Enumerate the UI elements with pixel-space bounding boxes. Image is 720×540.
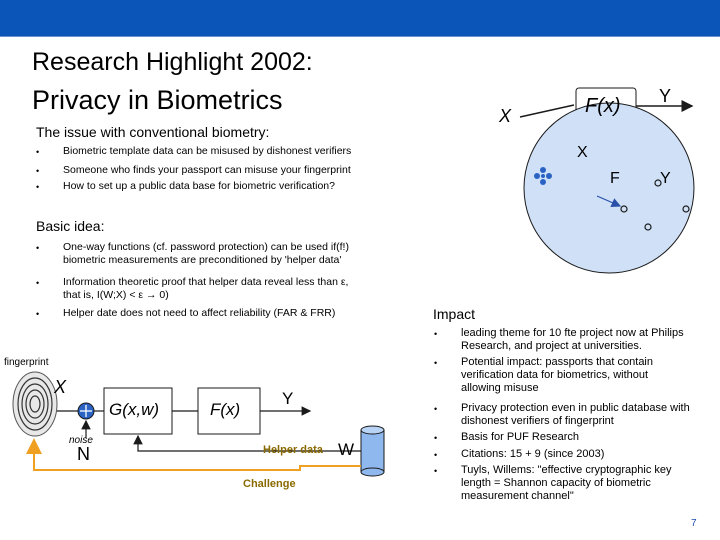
w-label: W <box>338 440 355 459</box>
bullet-marker: • <box>434 450 438 460</box>
y-output-label: Y <box>282 389 294 408</box>
issue-bullet-3: How to set up a public data base for biometric verification? <box>63 180 335 192</box>
impact-heading: Impact <box>433 306 476 322</box>
impact-bullet-2-line2: verification data for biometrics, without <box>461 369 649 381</box>
y-label: Y <box>659 86 672 106</box>
impact-bullet-1-line2: Research, and project at universities. <box>461 340 642 352</box>
gxw-label: G(x,w) <box>109 400 160 419</box>
impact-bullet-2-line3: allowing misuse <box>461 382 539 394</box>
bullet-marker: • <box>434 329 438 339</box>
x-input-label: X <box>54 377 67 397</box>
bullet-marker: • <box>36 166 40 176</box>
bullet-marker: • <box>434 466 438 476</box>
bullet-marker: • <box>434 433 438 443</box>
impact-bullet-3-line2: dishonest verifiers of fingerprint <box>461 415 614 427</box>
slide-title-line1: Research Highlight 2002: <box>32 48 313 76</box>
helper-data-arrow <box>138 436 361 451</box>
n-label: N <box>77 444 90 464</box>
impact-bullet-6-line1: Tuyls, Willems: "effective cryptographic key <box>461 464 672 476</box>
adder-icon <box>78 403 94 419</box>
impact-bullet-2-line1: Potential impact: passports that contain <box>461 356 653 368</box>
basic-bullet-1-line1: One-way functions (cf. password protection) can be used if(f!) <box>63 241 349 253</box>
y-small-label: Y <box>660 170 671 187</box>
f-small-label: F <box>610 170 620 187</box>
mapping-circle <box>524 103 694 273</box>
page-number: 7 <box>691 518 697 529</box>
bullet-marker: • <box>434 404 438 414</box>
issue-bullet-1: Biometric template data can be misused by dishonest verifiers <box>63 145 352 157</box>
impact-bullet-6-line3: measurement channel" <box>461 490 574 502</box>
basic-idea-heading: Basic idea: <box>36 218 105 234</box>
bullet-marker: • <box>36 182 40 192</box>
impact-bullet-5: Citations: 15 + 9 (since 2003) <box>461 448 605 460</box>
bullet-marker: • <box>36 278 40 288</box>
basic-bullet-1-line2: biometric measurements are preconditioned by 'helper data' <box>63 254 342 266</box>
challenge-label: Challenge <box>243 478 296 490</box>
bullet-marker: • <box>36 309 40 319</box>
basic-bullet-2-line2: that is, I(W;X) < ε → 0) <box>63 289 169 301</box>
helper-data-label: Helper data <box>263 444 323 456</box>
issue-bullet-2: Someone who finds your passport can misuse your fingerprint <box>63 164 351 176</box>
database-icon <box>361 426 384 476</box>
x-label: X <box>499 106 512 126</box>
basic-bullet-2-line1: Information theoretic proof that helper data reveal less than ε, <box>63 276 349 288</box>
slide-title-line2: Privacy in Biometrics <box>32 85 283 115</box>
fingerprint-label: fingerprint <box>4 357 49 368</box>
fingerprint-icon <box>13 372 57 436</box>
fx-bottom-label: F(x) <box>210 400 241 419</box>
basic-bullet-3: Helper date does not need to affect reliability (FAR & FRR) <box>63 307 336 319</box>
x-small-label: X <box>577 144 588 161</box>
impact-bullet-1-line1: leading theme for 10 fte project now at Philips <box>461 327 684 339</box>
helper-data-diagram <box>13 372 384 476</box>
bullet-marker: • <box>36 243 40 253</box>
impact-bullet-3-line1: Privacy protection even in public database with <box>461 402 690 414</box>
bullet-marker: • <box>434 358 438 368</box>
fx-label: F(x) <box>585 95 621 117</box>
impact-bullet-6-line2: length = Shannon capacity of biometric <box>461 477 651 489</box>
noise-label: noise <box>69 435 93 446</box>
bullet-marker: • <box>36 147 40 157</box>
issue-heading: The issue with conventional biometry: <box>36 124 270 140</box>
impact-bullet-4: Basis for PUF Research <box>461 431 579 443</box>
